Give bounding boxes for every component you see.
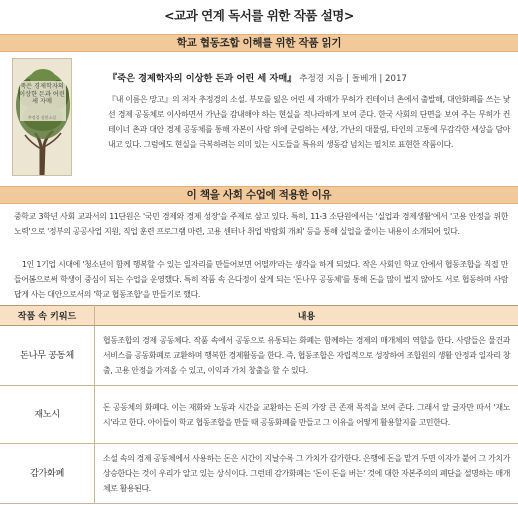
content-cell: 협동조합의 경제 공동체다. 작품 속에서 공동으로 유통되는 화폐는 함께하는 경제의 매개체의 역할을 한다. 사람들은 물건과 서비스를 공동화폐로 교환하며 행복한 경제활동을 한다. 즉, 협동조합은 자립적으로 성장하여 조합원의 생활 안정과 일자리 창출, 고용 안정을 가져올 수 있고, 이익과 가치 창출을 할 수 있다. (95, 326, 518, 386)
book-title: 『죽은 경제학자의 이상한 돈과 어린 세 자매』 (108, 73, 297, 84)
section-heading-book-reading: 학교 협동조합 이해를 위한 작품 읽기 (0, 34, 518, 52)
table-row (0, 326, 518, 386)
book-cover (12, 58, 72, 176)
keyword-cell: 재노시 (0, 386, 95, 444)
header-content: 내용 (95, 306, 518, 326)
table-row (0, 386, 518, 444)
content-cell: 돈 공동체의 화폐다. 이는 재화와 노동과 시간을 교환하는 돈의 가장 큰 존재 목적을 보여 준다. 그래서 앞 글자만 따서 '재노시'라고 한다. 아이들이 학교 협동조합을 만들 때 공동화폐를 만들고 그 이유을 어떻게 활용할지를 고민한다. (95, 386, 518, 444)
book-citation (108, 70, 508, 84)
section-heading-reason: 이 책을 사회 수업에 적용한 이유 (0, 186, 518, 204)
keyword-table (0, 305, 518, 504)
keyword-cell: 돈나무 공동체 (0, 326, 95, 386)
book-cover-author: 추정경 장편소설 (27, 115, 57, 120)
header-keyword: 작품 속 키워드 (0, 306, 95, 326)
document-title: <교과 연계 독서를 위한 작품 설명> (164, 8, 354, 23)
table-row (0, 444, 518, 504)
book-meta: 추정경 지음 | 돌베개 | 2017 (299, 74, 407, 84)
book-description: 『내 이름은 망고』의 저자 추정경의 소설. 부모를 잃은 어린 세 자매가 무허가 컨테이너 촌에서 출발해, 대안화폐를 쓰는 낯선 경제 공동체로 이사하면서 가난을 감내해야 하는 현실을 적나라하게 보여 준다. 한국 사회의 단면을 보여 주는 무허가 컨테이너 촌과 대안 경제 공동체를 통해 자본이 사람 위에 군림하는 세상, 가난의 대물림, 타인의 고통에 무감각한 세상을 담아내고 있다. 그럼에도 현실을 극복하려는 의미 있는 시도들을 특유의 생동감 넘치는 필치로 표현한 작품이다. (108, 95, 510, 149)
reason-paragraph-1: 중학교 3학년 사회 교과서의 11단원은 '국민 경제와 경제 성장'을 주제로 삼고 있다. 특히, 11-3 소단원에서는 '실업과 경제생활'에서 '고용 안정을 위한 노력'으로 '정부의 공공사업 지원, 직업 훈련 프로그램 마련, 고용 센터나 취업 박람회 개최' 등을 통해 실업을 줄이는 내용이 소개되어 있다. (14, 212, 508, 236)
book-cover-title: 죽은 경제학자의 이상한 돈과 어린 세 자매 (19, 83, 65, 106)
content-cell: 소설 속의 경제 공동체에서 사용하는 돈은 시간이 지날수록 그 가치가 감가한다. 은행에 돈을 맡겨 두면 이자가 붙어 그 가치가 상승한다는 것이 우리가 알고 있는 상식이다. 그런데 감가화폐는 '돈이 돈을 버는' 것에 대한 자본주의의 폐단을 설명하는 매개체로 활용된다. (95, 444, 518, 504)
keyword-cell: 감가화폐 (0, 444, 95, 504)
keyword-table-header-row (0, 306, 518, 326)
reason-paragraph-2: 1인 1기업 시대에 '청소년이 함께 행복할 수 있는 일자리를 만들어보면 어떨까'라는 생각을 하게 되었다. 작은 사회인 학교 안에서 협동조합을 직접 만들어봄으로써 학생이 중심이 되는 수업을 운영했다. 특히 작품 속 은다정이 살게 되는 '돈나무 공동체'를 통해 돈을 많이 벌지 않아도 서로 협동하며 사람답게 사는 대안으로서의 '학교 협동조합'을 만들기로 했다. (14, 260, 508, 299)
